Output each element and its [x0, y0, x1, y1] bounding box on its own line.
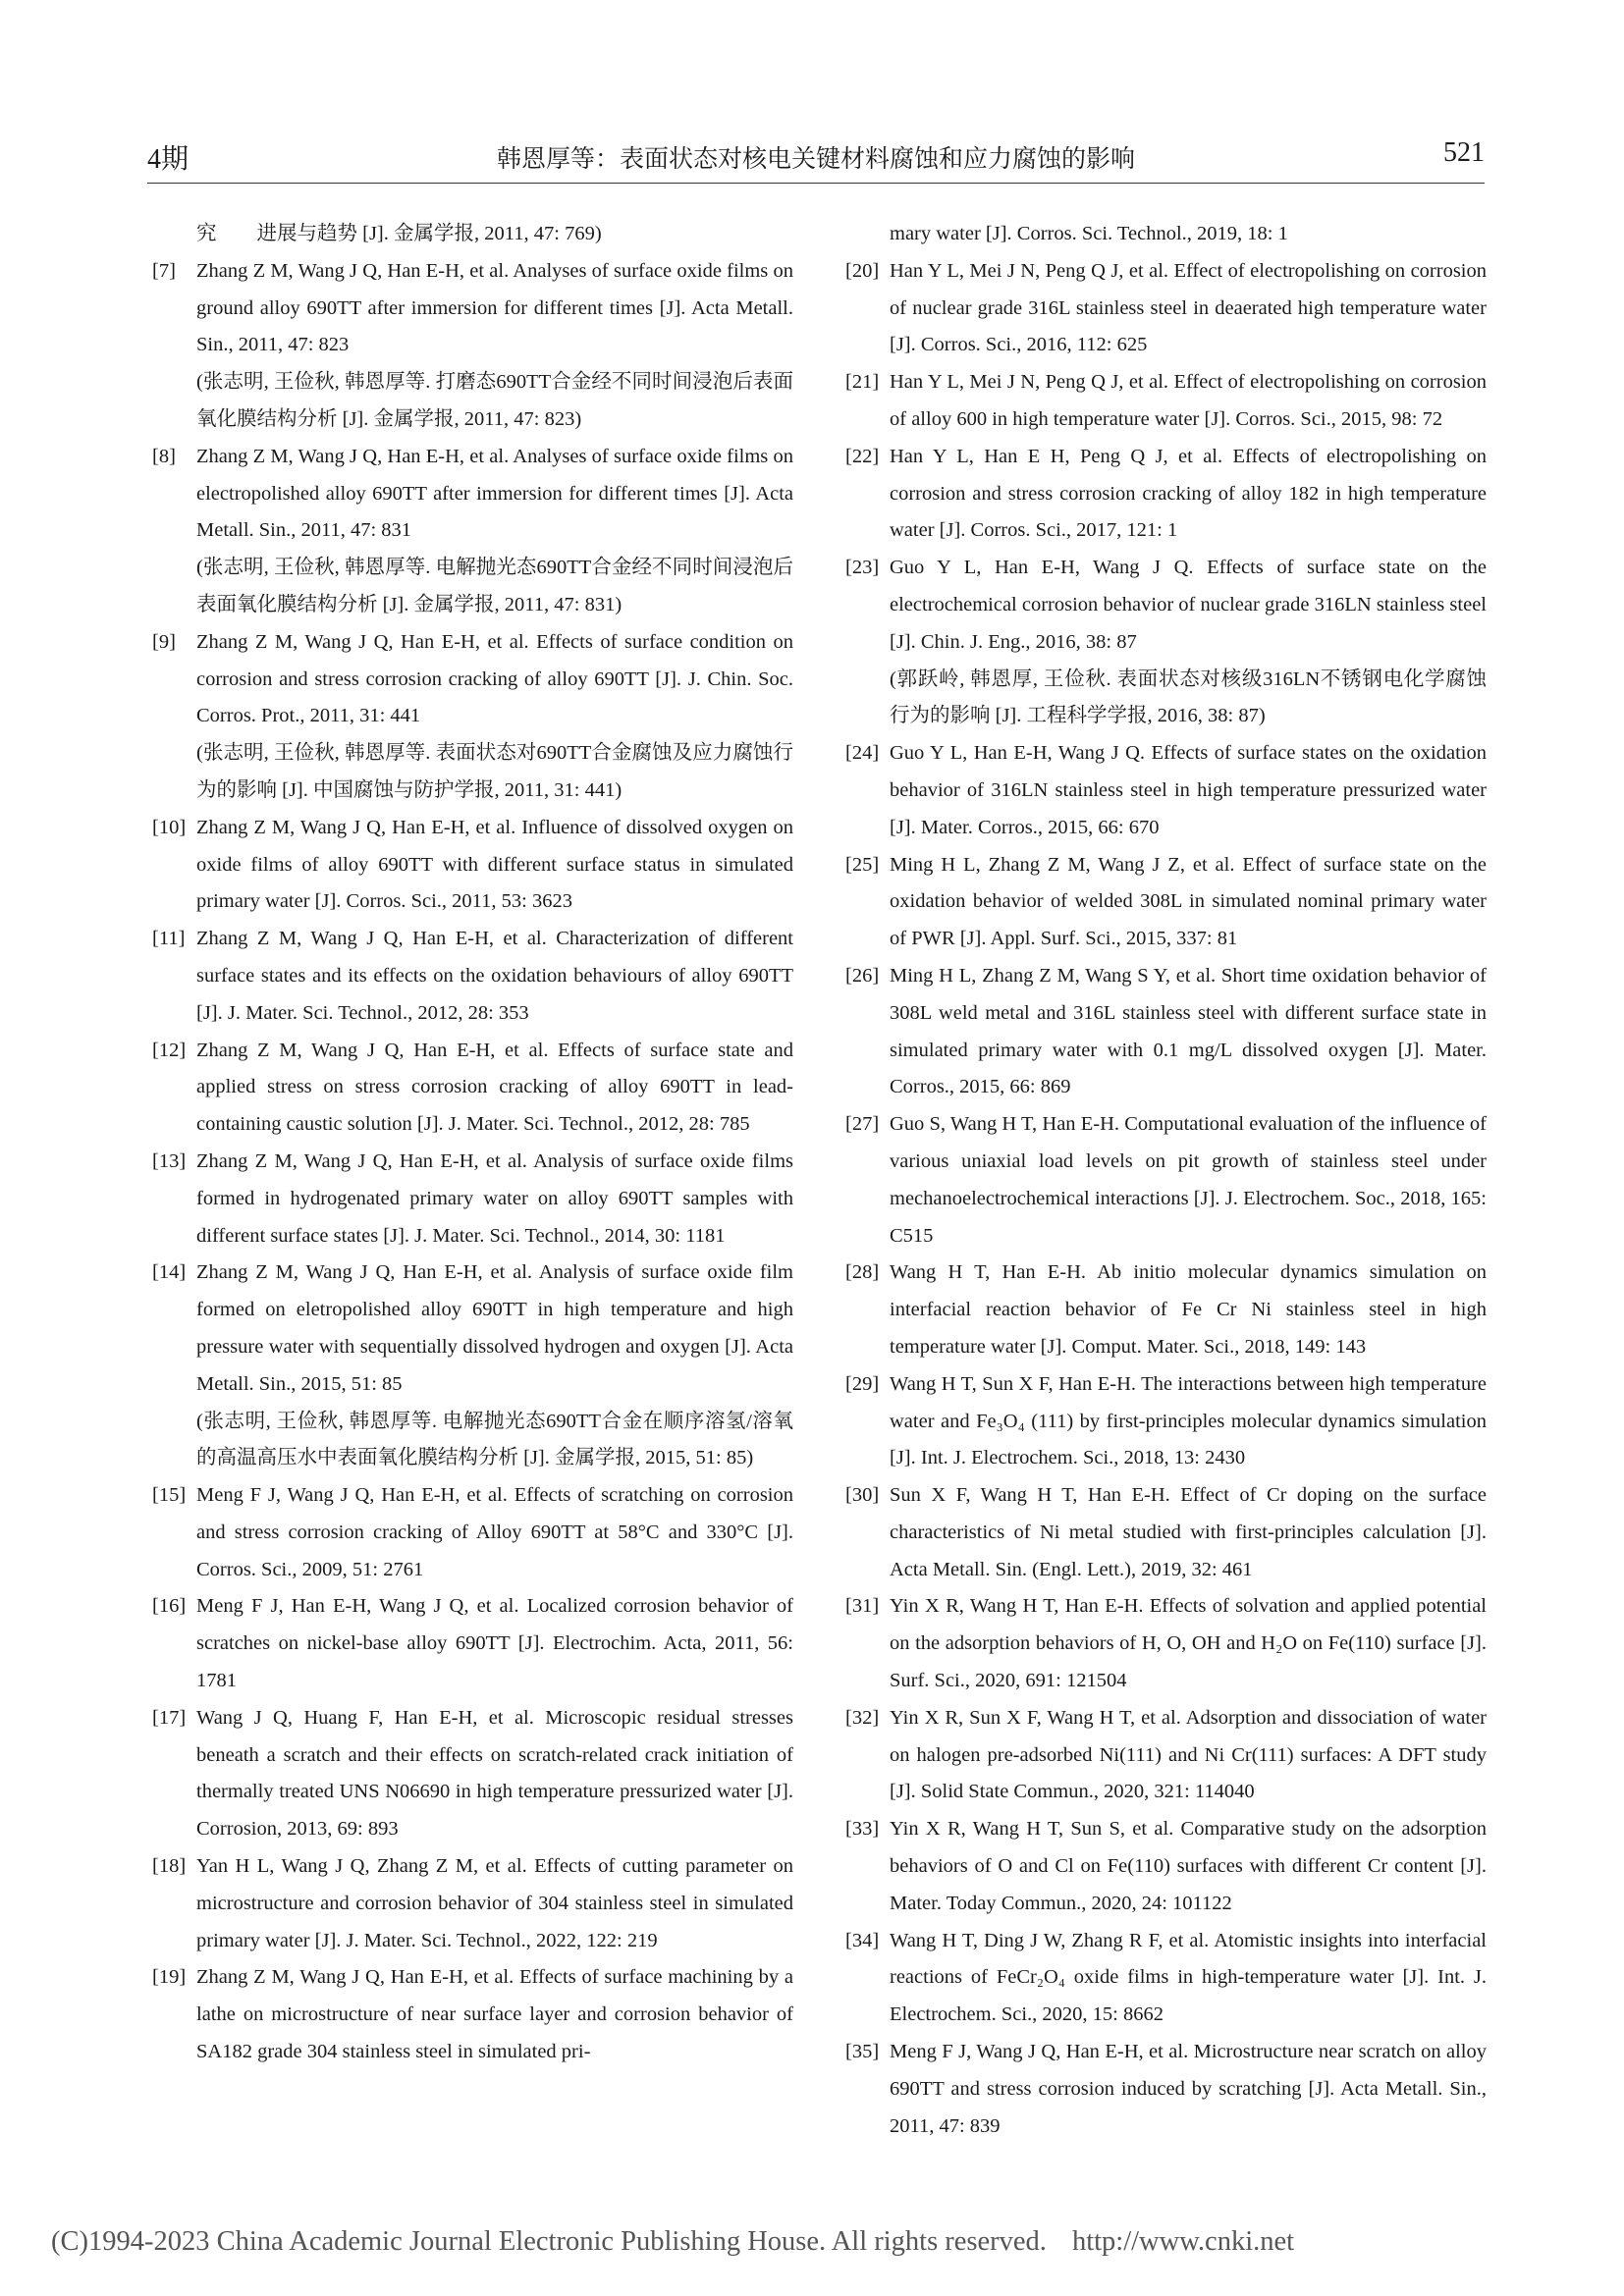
reference-entry — [149, 1033, 793, 1144]
reference-text: Guo Y L, Han E-H, Wang J Q. Effects of surface states on the oxidation behavior of 316LN stainless steel in high temperature pressurized water [J]. Mater. Corros., 2015, 66: 670 — [890, 742, 1487, 838]
reference-text: Zhang Z M, Wang J Q, Han E-H, et al. Influence of dissolved oxygen on oxide films of alloy 690TT with different surface status in simulated primary water [J]. Corros. Sci., 2011, 53: 3623 — [196, 816, 793, 913]
reference-number: [12] — [152, 1039, 187, 1061]
reference-text: Ming H L, Zhang Z M, Wang J Z, et al. Effect of surface state on the oxidation behavior of welded 308L in simulated nominal primary water of PWR [J]. Appl. Surf. Sci., 2015, 337: 81 — [890, 853, 1487, 950]
reference-text: Meng F J, Han E-H, Wang J Q, et al. Localized corrosion behavior of scratches on nickel-base alloy 690TT [J]. Electrochim. Acta, 2011, 56: 1781 — [196, 1595, 793, 1692]
reference-text: Yin X R, Wang H T, Sun S, et al. Comparative study on the adsorption behaviors of O and Cl on Fe(110) surfaces with different Cr content [J]. Mater. Today Commun., 2020, 24: 101122 — [890, 1818, 1487, 1914]
reference-text: Sun X F, Wang H T, Han E-H. Effect of Cr doping on the surface characteristics of Ni metal studied with first-principles calculation [J]. Acta Metall. Sin. (Engl. Lett.), 2019, 32: 461 — [890, 1484, 1487, 1580]
reference-number: [26] — [845, 964, 880, 987]
reference-number: [21] — [845, 371, 880, 394]
reference-chinese-text: (张志明, 王俭秋, 韩恩厚等. 电解抛光态690TT合金经不同时间浸泡后表面氧化膜结构分析 [J]. 金属学报, 2011, 47: 831) — [196, 557, 793, 615]
reference-entry — [149, 810, 793, 921]
reference-chinese-text: (郭跃岭, 韩恩厚, 王俭秋. 表面状态对核级316LN不锈钢电化学腐蚀行为的影响 [J]. 工程科学学报, 2016, 38: 87) — [890, 667, 1487, 727]
reference-text: Wang J Q, Huang F, Han E-H, et al. Microscopic residual stresses beneath a scratch and their effects on scratch-related crack initiation of thermally treated UNS N06690 in high temperature pressurized water [J]. Corrosion, 2013, 69: 893 — [196, 1706, 793, 1841]
reference-text: Zhang Z M, Wang J Q, Han E-H, et al. Analysis of surface oxide film formed on eletropolished alloy 690TT in high temperature and high pressure water with sequentially dissolved hydrogen and oxygen [J]. Acta Metall. Sin., 2015, 51: 85 — [196, 1261, 793, 1395]
reference-text: Wang H T, Han E-H. Ab initio molecular dynamics simulation on interfacial reaction behavior of Fe Cr Ni stainless steel in high temperature water [J]. Comput. Mater. Sci., 2018, 149: 143 — [890, 1261, 1487, 1358]
footer-url[interactable]: http://www.cnki.net — [1071, 2226, 1295, 2257]
reference-text: Guo S, Wang H T, Han E-H. Computational evaluation of the influence of various uniaxial load levels on pit growth of stainless steel under mechanoelectrochemical interactions [J]. J. Electrochem. Soc., 2018, 165: C515 — [890, 1113, 1487, 1247]
reference-entry — [842, 253, 1487, 364]
reference-number: [27] — [845, 1113, 880, 1136]
reference-number: [24] — [845, 742, 880, 765]
reference-number: [20] — [845, 259, 880, 282]
reference-number: [29] — [845, 1372, 880, 1395]
page-number: 521 — [1443, 137, 1485, 168]
reference-text: Zhang Z M, Wang J Q, Han E-H, et al. Effects of surface condition on corrosion and stress corrosion cracking of alloy 690TT [J]. J. Chin. Soc. Corros. Prot., 2011, 31: 441 — [196, 630, 793, 727]
reference-entry — [842, 1700, 1487, 1811]
reference-number: [13] — [152, 1149, 187, 1172]
reference-number: [10] — [152, 816, 187, 838]
reference-entry — [842, 550, 1487, 735]
reference-text: Zhang Z M, Wang J Q, Han E-H, et al. Analyses of surface oxide films on ground alloy 690TT after immersion for different times [J]. Acta Metall. Sin., 2011, 47: 823 — [196, 259, 793, 356]
reference-text: Meng F J, Wang J Q, Han E-H, et al. Microstructure near scratch on alloy 690TT and stress corrosion induced by scratching [J]. Acta Metall. Sin., 2011, 47: 839 — [890, 2041, 1487, 2137]
reference-entry — [842, 847, 1487, 958]
reference-entry — [842, 1255, 1487, 1365]
reference-number: [35] — [845, 2041, 880, 2063]
footer — [51, 2226, 1583, 2258]
reference-number: [19] — [152, 1966, 187, 1989]
reference-number: [31] — [845, 1595, 880, 1618]
reference-chinese-text: (张志明, 王俭秋, 韩恩厚等. 电解抛光态690TT合金在顺序溶氢/溶氧的高温高压水中表面氧化膜结构分析 [J]. 金属学报, 2015, 51: 85) — [196, 1410, 793, 1469]
reference-text: Guo Y L, Han E-H, Wang J Q. Effects of surface state on the electrochemical corrosion behavior of nuclear grade 316LN stainless steel [J]. Chin. J. Eng., 2016, 38: 87 — [890, 557, 1487, 653]
reference-number: [18] — [152, 1855, 187, 1878]
running-title: 韩恩厚等：表面状态对核电关键材料腐蚀和应力腐蚀的影响 — [496, 146, 1135, 173]
reference-entry — [149, 1848, 793, 1959]
reference-entry — [842, 1588, 1487, 1699]
reference-chinese-text: (张志明, 王俭秋, 韩恩厚等. 打磨态690TT合金经不同时间浸泡后表面氧化膜结构分析 [J]. 金属学报, 2011, 47: 823) — [196, 371, 793, 430]
reference-text: Wang H T, Sun X F, Han E-H. The interactions between high temperature water and Fe₃O₄ (111) by first-principles molecular dynamics simulation [J]. Int. J. Electrochem. Sci., 2018, 13: 2430 — [890, 1372, 1487, 1469]
reference-entry — [149, 1144, 793, 1255]
reference-text: Zhang Z M, Wang J Q, Han E-H, et al. Analyses of surface oxide films on electropolished alloy 690TT after immersion for different times [J]. Acta Metall. Sin., 2011, 47: 831 — [196, 445, 793, 542]
reference-entry — [149, 253, 793, 439]
reference-text: Wang H T, Ding J W, Zhang R F, et al. Atomistic insights into interfacial reactions of FeCr₂O₄ oxide films in high-temperature water [J]. Int. J. Electrochem. Sci., 2020, 15: 8662 — [890, 1929, 1487, 2026]
reference-entry — [149, 1959, 793, 2070]
reference-entry — [842, 1477, 1487, 1588]
reference-entry — [842, 958, 1487, 1106]
reference-entry — [842, 1366, 1487, 1477]
footer-copyright: (C)1994-2023 China Academic Journal Electronic Publishing House. All rights reserved. — [51, 2226, 1047, 2257]
reference-entry — [842, 1811, 1487, 1922]
reference-number: [28] — [845, 1261, 880, 1284]
reference-chinese-text: (张志明, 王俭秋, 韩恩厚等. 表面状态对690TT合金腐蚀及应力腐蚀行为的影响 [J]. 中国腐蚀与防护学报, 2011, 31: 441) — [196, 742, 793, 801]
reference-entry — [842, 364, 1487, 439]
reference-entry — [149, 1588, 793, 1699]
reference-text: Han Y L, Mei J N, Peng Q J, et al. Effect of electropolishing on corrosion of alloy 600 in high temperature water [J]. Corros. Sci., 2015, 98: 72 — [890, 371, 1487, 430]
reference-number: [22] — [845, 445, 880, 467]
reference-text: Han Y L, Han E H, Peng Q J, et al. Effects of electropolishing on corrosion and stress corrosion cracking of alloy 182 in high temperature water [J]. Corros. Sci., 2017, 121: 1 — [890, 445, 1487, 542]
reference-text: Han Y L, Mei J N, Peng Q J, et al. Effect of electropolishing on corrosion of nuclear grade 316L stainless steel in deaerated high temperature water [J]. Corros. Sci., 2016, 112: 625 — [890, 259, 1487, 356]
reference-continuation — [149, 216, 793, 253]
reference-number: [16] — [152, 1595, 187, 1618]
reference-entry — [149, 1255, 793, 1477]
reference-text: 究 进展与趋势 [J]. 金属学报, 2011, 47: 769) — [196, 223, 602, 244]
reference-text: Ming H L, Zhang Z M, Wang S Y, et al. Short time oxidation behavior of 308L weld metal and 316L stainless steel with different surface state in simulated primary water with 0.1 mg/L dissolved oxygen [J]. Mater. Corros., 2015, 66: 869 — [890, 964, 1487, 1098]
reference-text: Zhang Z M, Wang J Q, Han E-H, et al. Analysis of surface oxide films formed in hydrogenated primary water on alloy 690TT samples with different surface states [J]. J. Mater. Sci. Technol., 2014, 30: 1181 — [196, 1149, 793, 1247]
reference-number: [30] — [845, 1484, 880, 1507]
reference-number: [25] — [845, 853, 880, 876]
reference-number: [8] — [152, 445, 176, 467]
reference-number: [32] — [845, 1706, 880, 1729]
reference-entry — [149, 624, 793, 810]
reference-number: [14] — [152, 1261, 187, 1284]
reference-entry — [842, 1923, 1487, 2034]
reference-number: [17] — [152, 1706, 187, 1729]
reference-number: [34] — [845, 1929, 880, 1951]
reference-entry — [149, 439, 793, 624]
reference-text: Zhang Z M, Wang J Q, Han E-H, et al. Effects of surface machining by a lathe on microstructure of near surface layer and corrosion behavior of SA182 grade 304 stainless steel in simulated pri- — [196, 1966, 793, 2063]
reference-entry — [149, 1477, 793, 1588]
reference-number: [23] — [845, 557, 880, 579]
reference-text: mary water [J]. Corros. Sci. Technol., 2019, 18: 1 — [890, 223, 1288, 244]
reference-number: [33] — [845, 1818, 880, 1841]
reference-entry — [842, 439, 1487, 550]
reference-text: Yin X R, Wang H T, Han E-H. Effects of solvation and applied potential on the adsorption behaviors of H, O, OH and H₂O on Fe(110) surface [J]. Surf. Sci., 2020, 691: 121504 — [890, 1595, 1487, 1692]
reference-number: [11] — [152, 928, 186, 950]
reference-entry — [842, 2034, 1487, 2145]
reference-entry — [149, 1700, 793, 1848]
page-header — [147, 137, 1485, 177]
reference-number: [15] — [152, 1484, 187, 1507]
issue-label: 4期 — [147, 144, 189, 175]
header-rule — [147, 183, 1485, 184]
reference-text: Zhang Z M, Wang J Q, Han E-H, et al. Effects of surface state and applied stress on stress corrosion cracking of alloy 690TT in lead-containing caustic solution [J]. J. Mater. Sci. Technol., 2012, 28: 785 — [196, 1039, 793, 1136]
reference-entry — [842, 735, 1487, 846]
reference-number: [9] — [152, 630, 176, 653]
left-column — [149, 216, 793, 2071]
reference-text: Zhang Z M, Wang J Q, Han E-H, et al. Characterization of different surface states and its effects on the oxidation behaviours of alloy 690TT [J]. J. Mater. Sci. Technol., 2012, 28: 353 — [196, 928, 793, 1024]
right-column — [842, 216, 1487, 2145]
reference-text: Yin X R, Sun X F, Wang H T, et al. Adsorption and dissociation of water on halogen pre-adsorbed Ni(111) and Ni Cr(111) surfaces: A DFT study [J]. Solid State Commun., 2020, 321: 114040 — [890, 1706, 1487, 1803]
reference-text: Yan H L, Wang J Q, Zhang Z M, et al. Effects of cutting parameter on microstructure and corrosion behavior of 304 stainless steel in simulated primary water [J]. J. Mater. Sci. Technol., 2022, 122: 219 — [196, 1855, 793, 1951]
reference-entry — [842, 1106, 1487, 1255]
reference-continuation — [842, 216, 1487, 253]
reference-entry — [149, 921, 793, 1032]
reference-text: Meng F J, Wang J Q, Han E-H, et al. Effects of scratching on corrosion and stress corrosion cracking of Alloy 690TT at 58°C and 330°C [J]. Corros. Sci., 2009, 51: 2761 — [196, 1484, 793, 1580]
reference-number: [7] — [152, 259, 176, 282]
